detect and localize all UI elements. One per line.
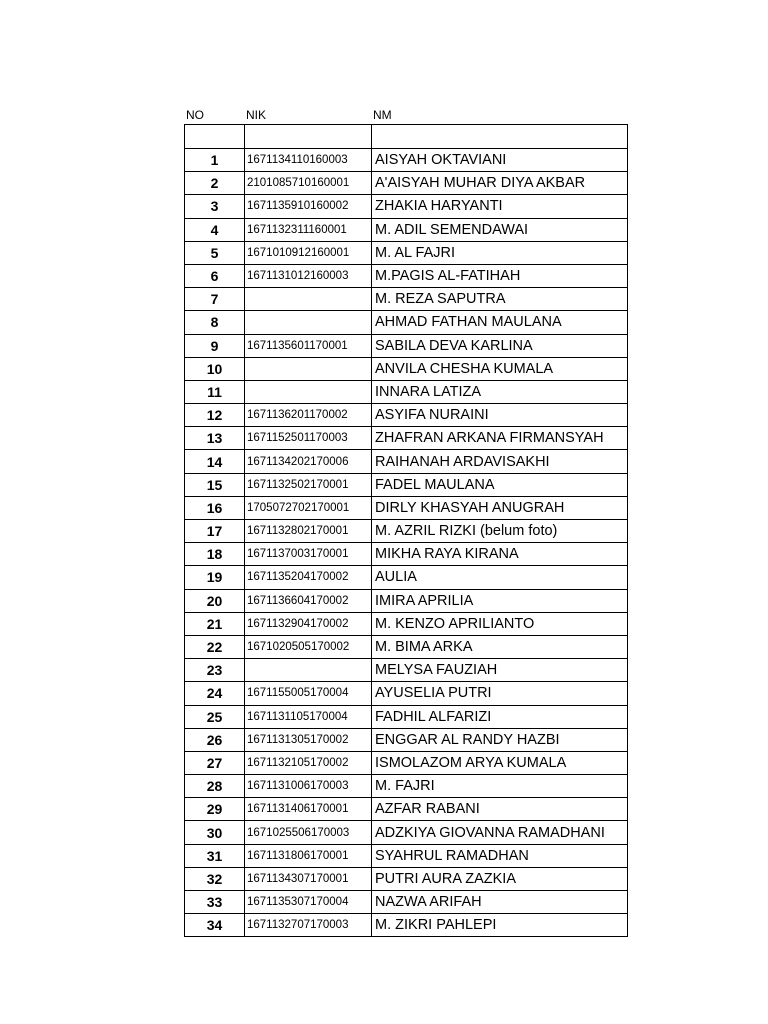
row-number: 28 bbox=[185, 775, 245, 798]
row-nik: 1671135204170002 bbox=[245, 566, 372, 589]
table-row bbox=[185, 264, 628, 287]
row-nik: 1671132502170001 bbox=[245, 473, 372, 496]
row-number: 27 bbox=[185, 751, 245, 774]
row-name: ANVILA CHESHA KUMALA bbox=[372, 357, 628, 380]
row-number: 7 bbox=[185, 288, 245, 311]
row-nik: 1671134110160003 bbox=[245, 149, 372, 172]
table-row bbox=[185, 496, 628, 519]
row-nik bbox=[245, 357, 372, 380]
row-name: MIKHA RAYA KIRANA bbox=[372, 543, 628, 566]
row-nik: 2101085710160001 bbox=[245, 172, 372, 195]
row-name: FADHIL ALFARIZI bbox=[372, 705, 628, 728]
row-number: 19 bbox=[185, 566, 245, 589]
row-name: M. AZRIL RIZKI (belum foto) bbox=[372, 520, 628, 543]
header-nm: NM bbox=[373, 108, 392, 122]
row-number: 4 bbox=[185, 218, 245, 241]
row-name: ENGGAR AL RANDY HAZBI bbox=[372, 728, 628, 751]
row-number: 9 bbox=[185, 334, 245, 357]
row-name: ZHAKIA HARYANTI bbox=[372, 195, 628, 218]
row-number: 3 bbox=[185, 195, 245, 218]
table-row bbox=[185, 357, 628, 380]
row-name: M. BIMA ARKA bbox=[372, 635, 628, 658]
row-nik: 1671152501170003 bbox=[245, 427, 372, 450]
row-nik: 1671010912160001 bbox=[245, 241, 372, 264]
row-number: 17 bbox=[185, 520, 245, 543]
row-number: 5 bbox=[185, 241, 245, 264]
table-row bbox=[185, 612, 628, 635]
row-number: 32 bbox=[185, 867, 245, 890]
row-name: NAZWA ARIFAH bbox=[372, 891, 628, 914]
row-name: M. REZA SAPUTRA bbox=[372, 288, 628, 311]
row-nik bbox=[245, 288, 372, 311]
table-row bbox=[185, 473, 628, 496]
row-nik: 1671131806170001 bbox=[245, 844, 372, 867]
row-nik: 1671132904170002 bbox=[245, 612, 372, 635]
table-row bbox=[185, 635, 628, 658]
blank-cell bbox=[245, 125, 372, 149]
header-no: NO bbox=[186, 108, 204, 122]
header-nik: NIK bbox=[246, 108, 267, 122]
row-nik bbox=[245, 659, 372, 682]
row-nik: 1671135307170004 bbox=[245, 891, 372, 914]
row-nik: 1671020505170002 bbox=[245, 635, 372, 658]
row-name: ZHAFRAN ARKANA FIRMANSYAH bbox=[372, 427, 628, 450]
table-row bbox=[185, 543, 628, 566]
table-row bbox=[185, 589, 628, 612]
row-nik: 1671131406170001 bbox=[245, 798, 372, 821]
table-row bbox=[185, 334, 628, 357]
row-number: 23 bbox=[185, 659, 245, 682]
table-row bbox=[185, 218, 628, 241]
blank-cell bbox=[185, 125, 245, 149]
table-row bbox=[185, 775, 628, 798]
row-name: SABILA DEVA KARLINA bbox=[372, 334, 628, 357]
row-number: 26 bbox=[185, 728, 245, 751]
row-nik: 1671134307170001 bbox=[245, 867, 372, 890]
row-number: 2 bbox=[185, 172, 245, 195]
table-row bbox=[185, 195, 628, 218]
row-nik: 1671136201170002 bbox=[245, 404, 372, 427]
row-nik: 1671131012160003 bbox=[245, 264, 372, 287]
row-name: FADEL MAULANA bbox=[372, 473, 628, 496]
row-name: PUTRI AURA ZAZKIA bbox=[372, 867, 628, 890]
row-number: 6 bbox=[185, 264, 245, 287]
row-nik: 1671136604170002 bbox=[245, 589, 372, 612]
row-number: 24 bbox=[185, 682, 245, 705]
row-name: DIRLY KHASYAH ANUGRAH bbox=[372, 496, 628, 519]
table-row bbox=[185, 798, 628, 821]
table-row bbox=[185, 682, 628, 705]
row-number: 22 bbox=[185, 635, 245, 658]
row-name: AISYAH OKTAVIANI bbox=[372, 149, 628, 172]
table-row bbox=[185, 728, 628, 751]
row-name: A'AISYAH MUHAR DIYA AKBAR bbox=[372, 172, 628, 195]
table-row bbox=[185, 288, 628, 311]
row-nik: 1671131105170004 bbox=[245, 705, 372, 728]
row-number: 8 bbox=[185, 311, 245, 334]
row-name: RAIHANAH ARDAVISAKHI bbox=[372, 450, 628, 473]
row-number: 30 bbox=[185, 821, 245, 844]
row-nik: 1671134202170006 bbox=[245, 450, 372, 473]
row-nik: 1671137003170001 bbox=[245, 543, 372, 566]
row-name: ADZKIYA GIOVANNA RAMADHANI bbox=[372, 821, 628, 844]
table-row bbox=[185, 844, 628, 867]
row-number: 20 bbox=[185, 589, 245, 612]
row-number: 33 bbox=[185, 891, 245, 914]
row-number: 15 bbox=[185, 473, 245, 496]
blank-row bbox=[185, 125, 628, 149]
table-row bbox=[185, 149, 628, 172]
row-name: AULIA bbox=[372, 566, 628, 589]
row-nik: 1671132105170002 bbox=[245, 751, 372, 774]
table-row bbox=[185, 659, 628, 682]
row-name: M. ZIKRI PAHLEPI bbox=[372, 914, 628, 937]
row-name: ASYIFA NURAINI bbox=[372, 404, 628, 427]
row-name: MELYSA FAUZIAH bbox=[372, 659, 628, 682]
row-number: 29 bbox=[185, 798, 245, 821]
table-row bbox=[185, 867, 628, 890]
row-nik: 1671132802170001 bbox=[245, 520, 372, 543]
row-nik: 1671025506170003 bbox=[245, 821, 372, 844]
row-name: M. FAJRI bbox=[372, 775, 628, 798]
table-row bbox=[185, 520, 628, 543]
table-row bbox=[185, 751, 628, 774]
row-number: 10 bbox=[185, 357, 245, 380]
row-number: 11 bbox=[185, 380, 245, 403]
row-nik: 1671132311160001 bbox=[245, 218, 372, 241]
row-nik: 1705072702170001 bbox=[245, 496, 372, 519]
table-row bbox=[185, 311, 628, 334]
row-name: M.PAGIS AL-FATIHAH bbox=[372, 264, 628, 287]
row-name: M. ADIL SEMENDAWAI bbox=[372, 218, 628, 241]
row-number: 31 bbox=[185, 844, 245, 867]
table-row bbox=[185, 172, 628, 195]
row-nik bbox=[245, 311, 372, 334]
table-row bbox=[185, 705, 628, 728]
table-row bbox=[185, 891, 628, 914]
table-row bbox=[185, 241, 628, 264]
row-number: 1 bbox=[185, 149, 245, 172]
student-table bbox=[184, 124, 628, 937]
row-number: 14 bbox=[185, 450, 245, 473]
row-nik: 1671155005170004 bbox=[245, 682, 372, 705]
row-name: M. AL FAJRI bbox=[372, 241, 628, 264]
row-nik: 1671132707170003 bbox=[245, 914, 372, 937]
row-number: 12 bbox=[185, 404, 245, 427]
row-nik: 1671131305170002 bbox=[245, 728, 372, 751]
row-number: 34 bbox=[185, 914, 245, 937]
table-row bbox=[185, 821, 628, 844]
row-number: 25 bbox=[185, 705, 245, 728]
row-number: 13 bbox=[185, 427, 245, 450]
row-nik bbox=[245, 380, 372, 403]
row-name: INNARA LATIZA bbox=[372, 380, 628, 403]
table-row bbox=[185, 427, 628, 450]
row-name: SYAHRUL RAMADHAN bbox=[372, 844, 628, 867]
row-nik: 1671131006170003 bbox=[245, 775, 372, 798]
row-name: M. KENZO APRILIANTO bbox=[372, 612, 628, 635]
student-table-body bbox=[185, 125, 628, 937]
row-name: AHMAD FATHAN MAULANA bbox=[372, 311, 628, 334]
table-row bbox=[185, 404, 628, 427]
blank-cell bbox=[372, 125, 628, 149]
row-name: ISMOLAZOM ARYA KUMALA bbox=[372, 751, 628, 774]
row-name: IMIRA APRILIA bbox=[372, 589, 628, 612]
row-nik: 1671135601170001 bbox=[245, 334, 372, 357]
row-number: 18 bbox=[185, 543, 245, 566]
table-row bbox=[185, 380, 628, 403]
row-name: AZFAR RABANI bbox=[372, 798, 628, 821]
table-row bbox=[185, 450, 628, 473]
table-row bbox=[185, 914, 628, 937]
row-number: 21 bbox=[185, 612, 245, 635]
table-row bbox=[185, 566, 628, 589]
row-name: AYUSELIA PUTRI bbox=[372, 682, 628, 705]
row-nik: 1671135910160002 bbox=[245, 195, 372, 218]
row-number: 16 bbox=[185, 496, 245, 519]
